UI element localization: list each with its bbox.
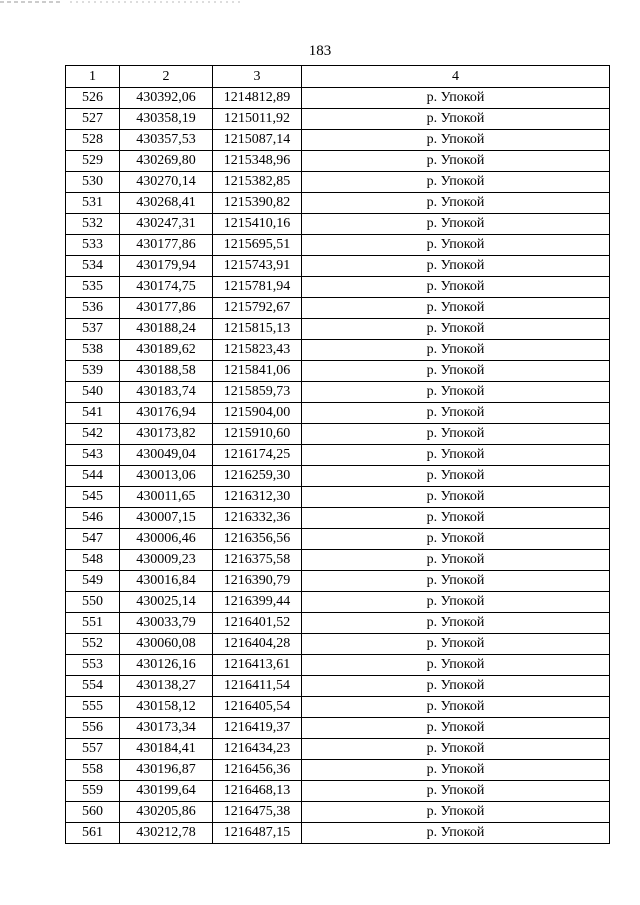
y-coordinate-cell: 1215348,96 — [213, 151, 302, 172]
x-coordinate-cell: 430060,08 — [120, 634, 213, 655]
table-row — [66, 508, 610, 529]
y-coordinate-cell: 1215382,85 — [213, 172, 302, 193]
table-row — [66, 760, 610, 781]
point-number-cell: 535 — [66, 277, 120, 298]
x-coordinate-cell: 430205,86 — [120, 802, 213, 823]
boundary-description-cell: р. Упокой — [302, 802, 610, 823]
y-coordinate-cell: 1215087,14 — [213, 130, 302, 151]
boundary-description-cell: р. Упокой — [302, 424, 610, 445]
y-coordinate-cell: 1216312,30 — [213, 487, 302, 508]
table-row — [66, 382, 610, 403]
point-number-cell: 542 — [66, 424, 120, 445]
x-coordinate-cell: 430173,82 — [120, 424, 213, 445]
table-row — [66, 172, 610, 193]
table-row — [66, 130, 610, 151]
boundary-description-cell: р. Упокой — [302, 382, 610, 403]
boundary-description-cell: р. Упокой — [302, 697, 610, 718]
point-number-cell: 558 — [66, 760, 120, 781]
y-coordinate-cell: 1215815,13 — [213, 319, 302, 340]
table-row — [66, 718, 610, 739]
y-coordinate-cell: 1216401,52 — [213, 613, 302, 634]
x-coordinate-cell: 430179,94 — [120, 256, 213, 277]
scan-edge-artifact — [0, 0, 640, 4]
page-number: 183 — [308, 43, 332, 59]
header-cell: 2 — [120, 66, 213, 88]
boundary-description-cell: р. Упокой — [302, 193, 610, 214]
point-number-cell: 537 — [66, 319, 120, 340]
x-coordinate-cell: 430016,84 — [120, 571, 213, 592]
y-coordinate-cell: 1215781,94 — [213, 277, 302, 298]
table-row — [66, 529, 610, 550]
point-number-cell: 560 — [66, 802, 120, 823]
table-row — [66, 613, 610, 634]
y-coordinate-cell: 1214812,89 — [213, 88, 302, 109]
y-coordinate-cell: 1215011,92 — [213, 109, 302, 130]
point-number-cell: 551 — [66, 613, 120, 634]
y-coordinate-cell: 1215410,16 — [213, 214, 302, 235]
table-row — [66, 445, 610, 466]
point-number-cell: 538 — [66, 340, 120, 361]
boundary-description-cell: р. Упокой — [302, 319, 610, 340]
table-row — [66, 592, 610, 613]
point-number-cell: 561 — [66, 823, 120, 844]
point-number-cell: 534 — [66, 256, 120, 277]
y-coordinate-cell: 1216419,37 — [213, 718, 302, 739]
header-cell: 4 — [302, 66, 610, 88]
table-row — [66, 823, 610, 844]
x-coordinate-cell: 430126,16 — [120, 655, 213, 676]
y-coordinate-cell: 1216404,28 — [213, 634, 302, 655]
point-number-cell: 546 — [66, 508, 120, 529]
boundary-description-cell: р. Упокой — [302, 592, 610, 613]
x-coordinate-cell: 430007,15 — [120, 508, 213, 529]
boundary-description-cell: р. Упокой — [302, 256, 610, 277]
point-number-cell: 556 — [66, 718, 120, 739]
boundary-description-cell: р. Упокой — [302, 571, 610, 592]
table-row — [66, 340, 610, 361]
boundary-description-cell: р. Упокой — [302, 550, 610, 571]
y-coordinate-cell: 1215792,67 — [213, 298, 302, 319]
y-coordinate-cell: 1216413,61 — [213, 655, 302, 676]
point-number-cell: 539 — [66, 361, 120, 382]
x-coordinate-cell: 430173,34 — [120, 718, 213, 739]
table-row — [66, 550, 610, 571]
x-coordinate-cell: 430033,79 — [120, 613, 213, 634]
table-row — [66, 634, 610, 655]
y-coordinate-cell: 1216456,36 — [213, 760, 302, 781]
boundary-description-cell: р. Упокой — [302, 718, 610, 739]
table-row — [66, 214, 610, 235]
y-coordinate-cell: 1215904,00 — [213, 403, 302, 424]
point-number-cell: 527 — [66, 109, 120, 130]
x-coordinate-cell: 430268,41 — [120, 193, 213, 214]
point-number-cell: 549 — [66, 571, 120, 592]
boundary-description-cell: р. Упокой — [302, 298, 610, 319]
y-coordinate-cell: 1215695,51 — [213, 235, 302, 256]
x-coordinate-cell: 430188,58 — [120, 361, 213, 382]
point-number-cell: 553 — [66, 655, 120, 676]
point-number-cell: 555 — [66, 697, 120, 718]
point-number-cell: 532 — [66, 214, 120, 235]
y-coordinate-cell: 1215390,82 — [213, 193, 302, 214]
x-coordinate-cell: 430183,74 — [120, 382, 213, 403]
y-coordinate-cell: 1216259,30 — [213, 466, 302, 487]
table-row — [66, 466, 610, 487]
x-coordinate-cell: 430176,94 — [120, 403, 213, 424]
y-coordinate-cell: 1215841,06 — [213, 361, 302, 382]
boundary-description-cell: р. Упокой — [302, 109, 610, 130]
x-coordinate-cell: 430138,27 — [120, 676, 213, 697]
table-row — [66, 88, 610, 109]
x-coordinate-cell: 430212,78 — [120, 823, 213, 844]
x-coordinate-cell: 430011,65 — [120, 487, 213, 508]
boundary-description-cell: р. Упокой — [302, 214, 610, 235]
boundary-description-cell: р. Упокой — [302, 445, 610, 466]
header-cell: 3 — [213, 66, 302, 88]
x-coordinate-cell: 430174,75 — [120, 277, 213, 298]
boundary-description-cell: р. Упокой — [302, 676, 610, 697]
boundary-description-cell: р. Упокой — [302, 361, 610, 382]
y-coordinate-cell: 1216405,54 — [213, 697, 302, 718]
table-row — [66, 697, 610, 718]
y-coordinate-cell: 1215859,73 — [213, 382, 302, 403]
y-coordinate-cell: 1215743,91 — [213, 256, 302, 277]
y-coordinate-cell: 1216174,25 — [213, 445, 302, 466]
table-row — [66, 298, 610, 319]
table-row — [66, 151, 610, 172]
boundary-description-cell: р. Упокой — [302, 613, 610, 634]
boundary-description-cell: р. Упокой — [302, 88, 610, 109]
table-row — [66, 193, 610, 214]
table-row — [66, 487, 610, 508]
y-coordinate-cell: 1216332,36 — [213, 508, 302, 529]
boundary-description-cell: р. Упокой — [302, 823, 610, 844]
boundary-description-cell: р. Упокой — [302, 340, 610, 361]
point-number-cell: 545 — [66, 487, 120, 508]
boundary-description-cell: р. Упокой — [302, 781, 610, 802]
boundary-description-cell: р. Упокой — [302, 529, 610, 550]
table-row — [66, 277, 610, 298]
boundary-description-cell: р. Упокой — [302, 508, 610, 529]
table-row — [66, 781, 610, 802]
x-coordinate-cell: 430189,62 — [120, 340, 213, 361]
y-coordinate-cell: 1216399,44 — [213, 592, 302, 613]
point-number-cell: 528 — [66, 130, 120, 151]
point-number-cell: 541 — [66, 403, 120, 424]
boundary-description-cell: р. Упокой — [302, 235, 610, 256]
x-coordinate-cell: 430392,06 — [120, 88, 213, 109]
x-coordinate-cell: 430357,53 — [120, 130, 213, 151]
point-number-cell: 531 — [66, 193, 120, 214]
point-number-cell: 559 — [66, 781, 120, 802]
boundary-description-cell: р. Упокой — [302, 403, 610, 424]
boundary-description-cell: р. Упокой — [302, 634, 610, 655]
point-number-cell: 540 — [66, 382, 120, 403]
point-number-cell: 544 — [66, 466, 120, 487]
point-number-cell: 552 — [66, 634, 120, 655]
x-coordinate-cell: 430158,12 — [120, 697, 213, 718]
boundary-description-cell: р. Упокой — [302, 655, 610, 676]
y-coordinate-cell: 1216375,58 — [213, 550, 302, 571]
x-coordinate-cell: 430013,06 — [120, 466, 213, 487]
x-coordinate-cell: 430358,19 — [120, 109, 213, 130]
boundary-description-cell: р. Упокой — [302, 277, 610, 298]
x-coordinate-cell: 430270,14 — [120, 172, 213, 193]
table-row — [66, 802, 610, 823]
point-number-cell: 550 — [66, 592, 120, 613]
x-coordinate-cell: 430184,41 — [120, 739, 213, 760]
boundary-description-cell: р. Упокой — [302, 739, 610, 760]
y-coordinate-cell: 1215823,43 — [213, 340, 302, 361]
x-coordinate-cell: 430247,31 — [120, 214, 213, 235]
point-number-cell: 536 — [66, 298, 120, 319]
point-number-cell: 557 — [66, 739, 120, 760]
point-number-cell: 543 — [66, 445, 120, 466]
x-coordinate-cell: 430199,64 — [120, 781, 213, 802]
table-row — [66, 256, 610, 277]
x-coordinate-cell: 430025,14 — [120, 592, 213, 613]
y-coordinate-cell: 1215910,60 — [213, 424, 302, 445]
coordinates-table — [65, 65, 610, 844]
x-coordinate-cell: 430049,04 — [120, 445, 213, 466]
table-row — [66, 424, 610, 445]
table-row — [66, 655, 610, 676]
table-header-row — [66, 66, 610, 88]
y-coordinate-cell: 1216468,13 — [213, 781, 302, 802]
table-row — [66, 235, 610, 256]
y-coordinate-cell: 1216434,23 — [213, 739, 302, 760]
point-number-cell: 547 — [66, 529, 120, 550]
table-row — [66, 571, 610, 592]
x-coordinate-cell: 430269,80 — [120, 151, 213, 172]
boundary-description-cell: р. Упокой — [302, 466, 610, 487]
table-row — [66, 319, 610, 340]
x-coordinate-cell: 430006,46 — [120, 529, 213, 550]
table-row — [66, 109, 610, 130]
x-coordinate-cell: 430177,86 — [120, 235, 213, 256]
boundary-description-cell: р. Упокой — [302, 151, 610, 172]
point-number-cell: 529 — [66, 151, 120, 172]
boundary-description-cell: р. Упокой — [302, 487, 610, 508]
point-number-cell: 533 — [66, 235, 120, 256]
point-number-cell: 526 — [66, 88, 120, 109]
boundary-description-cell: р. Упокой — [302, 172, 610, 193]
boundary-description-cell: р. Упокой — [302, 760, 610, 781]
point-number-cell: 548 — [66, 550, 120, 571]
table-row — [66, 739, 610, 760]
point-number-cell: 554 — [66, 676, 120, 697]
table-row — [66, 361, 610, 382]
y-coordinate-cell: 1216390,79 — [213, 571, 302, 592]
x-coordinate-cell: 430188,24 — [120, 319, 213, 340]
table-row — [66, 403, 610, 424]
x-coordinate-cell: 430196,87 — [120, 760, 213, 781]
x-coordinate-cell: 430009,23 — [120, 550, 213, 571]
y-coordinate-cell: 1216356,56 — [213, 529, 302, 550]
boundary-description-cell: р. Упокой — [302, 130, 610, 151]
header-cell: 1 — [66, 66, 120, 88]
table-row — [66, 676, 610, 697]
y-coordinate-cell: 1216475,38 — [213, 802, 302, 823]
point-number-cell: 530 — [66, 172, 120, 193]
x-coordinate-cell: 430177,86 — [120, 298, 213, 319]
y-coordinate-cell: 1216487,15 — [213, 823, 302, 844]
y-coordinate-cell: 1216411,54 — [213, 676, 302, 697]
